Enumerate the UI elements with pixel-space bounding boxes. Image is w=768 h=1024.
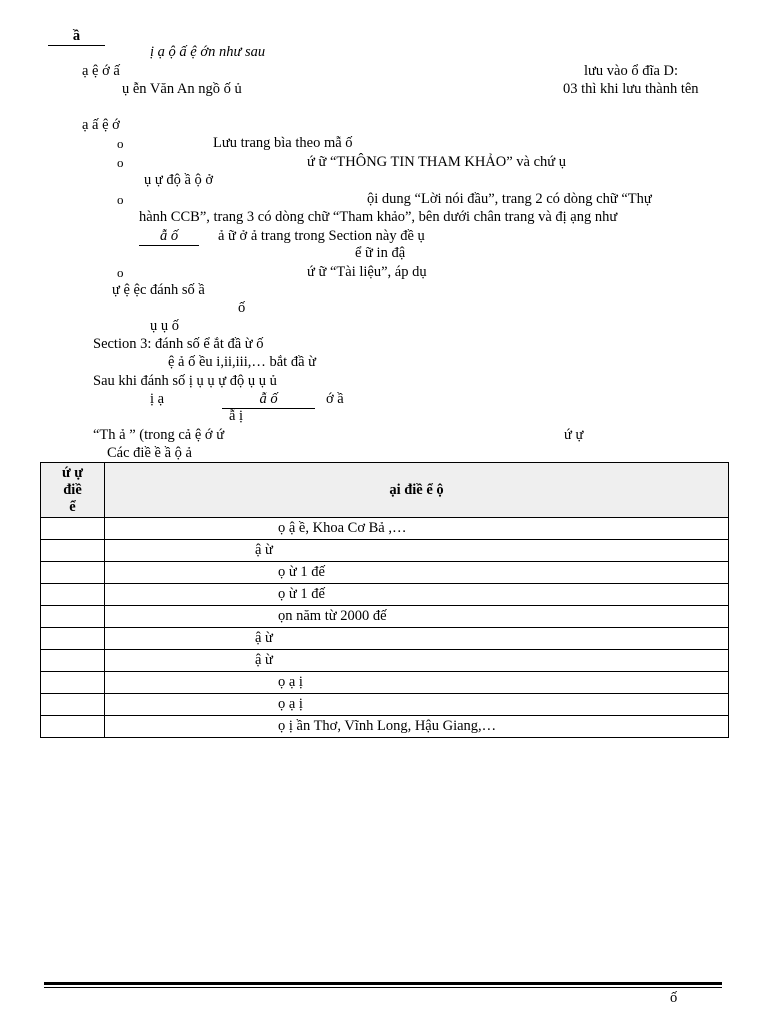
text-line: ệ ả ố ều i,ii,iii,… bắt đầ ừ <box>168 354 316 370</box>
table-header-cell: ứ ự điề ể <box>41 463 105 518</box>
underlined-note: ẫ ố <box>222 391 315 409</box>
table-cell <box>41 584 105 606</box>
table-cell: ậ ừ <box>105 650 729 672</box>
table-cell: ọn năm từ 2000 đế <box>105 606 729 628</box>
table-row <box>41 628 729 650</box>
table-cell <box>41 672 105 694</box>
table-cell <box>41 628 105 650</box>
text-line: ố <box>238 300 246 316</box>
table-cell <box>41 716 105 738</box>
table-cell: ọ ừ 1 đế <box>105 562 729 584</box>
bullet-icon: o <box>117 136 124 151</box>
table-cell: ọ ạ ị <box>105 694 729 716</box>
table-header-row <box>41 463 729 518</box>
table-row <box>41 716 729 738</box>
text-line: ứ ự <box>564 427 584 443</box>
table-row <box>41 672 729 694</box>
underlined-note: ẫ ố <box>139 228 199 246</box>
text-line: ị ạ <box>150 391 165 407</box>
text-line: ụ ự độ ầ ộ ở <box>144 172 214 188</box>
text-line: hành CCB”, trang 3 có dòng chữ “Tham khảo”, bên dưới chân trang và đị ạng như <box>139 209 618 225</box>
section-heading: ầ <box>48 28 105 46</box>
intro-line: ị ạ ộ ấ ệ ớn như sau <box>150 44 266 60</box>
bullet-icon: o <box>117 155 124 170</box>
table-cell: ậ ừ <box>105 628 729 650</box>
text-line: Sau khi đánh số ị ụ ụ ự độ ụ ụ ủ <box>93 373 277 389</box>
table-cell <box>41 650 105 672</box>
text-line: Lưu trang bìa theo mẫ ố <box>213 135 353 151</box>
bullet-icon: o <box>117 192 124 207</box>
text-line: ội dung “Lời nói đầu”, trang 2 có dòng chữ “Thự <box>367 191 652 207</box>
bullet-icon: o <box>117 265 124 280</box>
table-row <box>41 584 729 606</box>
table-cell: ọ ậ ề, Khoa Cơ Bả ,… <box>105 518 729 540</box>
page-number: ố <box>670 990 678 1006</box>
location-table <box>40 462 729 738</box>
text-line: ạ ệ ớ ấ <box>82 63 120 79</box>
text-line: 03 thì khi lưu thành tên <box>563 81 699 97</box>
text-line: ự ệ ệc đánh số ầ <box>112 282 205 298</box>
table-cell: ọ ạ ị <box>105 672 729 694</box>
text-line: ể ữ in đậ <box>355 245 406 261</box>
table-row <box>41 650 729 672</box>
text-line: Section 3: đánh số ể ắt đầ ừ ố <box>93 336 264 352</box>
table-cell <box>41 562 105 584</box>
text-line: ụ ụ ố <box>150 318 179 334</box>
text-line: ớ ầ <box>326 391 344 407</box>
text-line: “Th ả ” (trong cả ệ ớ ứ <box>93 427 225 443</box>
text-line: lưu vào ổ đĩa D: <box>584 63 679 79</box>
table-header-cell: ại điề ể ộ <box>105 463 729 518</box>
text-line: Các điề ề ầ ộ ả <box>107 445 192 461</box>
text-line: ứ ữ “THÔNG TIN THAM KHẢO” và chứ ụ <box>307 154 567 170</box>
text-line: ả ữ ở ả trang trong Section này đề ụ <box>218 228 425 244</box>
table-row <box>41 606 729 628</box>
table-cell <box>41 540 105 562</box>
table-row <box>41 518 729 540</box>
table-cell <box>41 694 105 716</box>
text-line: ẫ ị <box>229 408 244 424</box>
footer-divider <box>44 982 722 985</box>
text-line: ạ ấ ệ ớ <box>82 117 120 133</box>
text-line: ụ ễn Văn An ngồ ố ủ <box>122 81 242 97</box>
footer-divider-thin <box>44 987 722 988</box>
table-row <box>41 562 729 584</box>
table-row <box>41 694 729 716</box>
table-cell <box>41 606 105 628</box>
text-line: ứ ữ “Tài liệu”, áp dụ <box>307 264 427 280</box>
table-cell: ọ ị ần Thơ, Vĩnh Long, Hậu Giang,… <box>105 716 729 738</box>
table-cell <box>41 518 105 540</box>
table-cell: ậ ừ <box>105 540 729 562</box>
table-cell: ọ ừ 1 đế <box>105 584 729 606</box>
table-row <box>41 540 729 562</box>
